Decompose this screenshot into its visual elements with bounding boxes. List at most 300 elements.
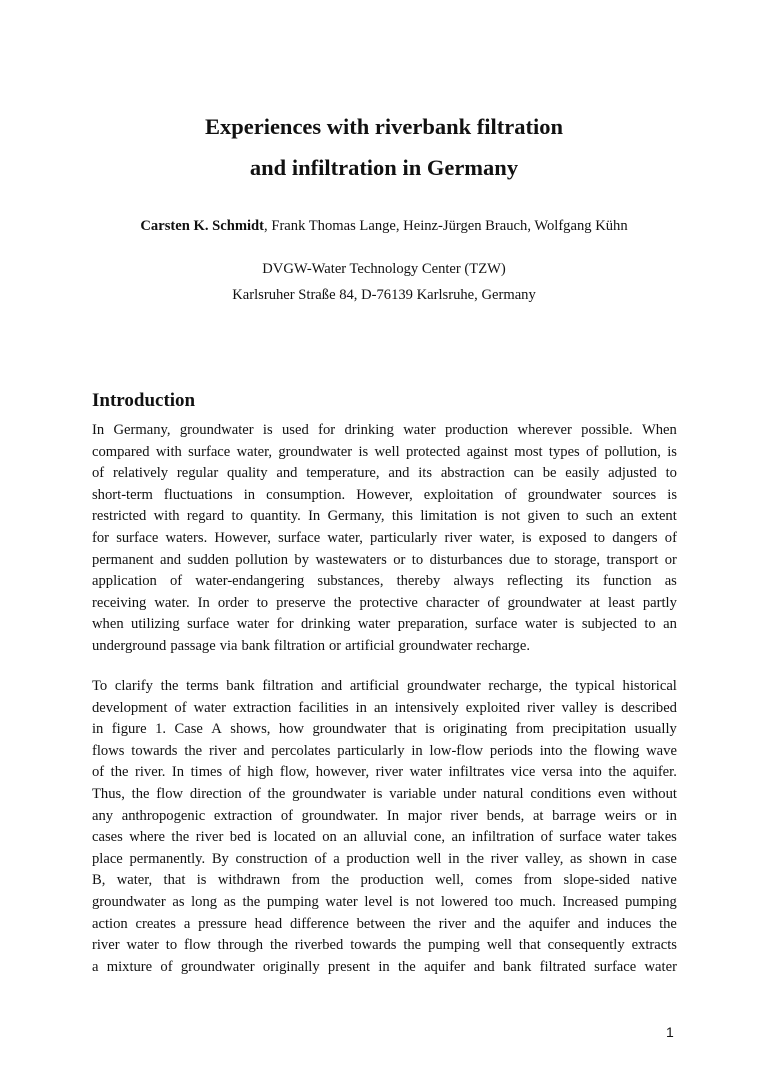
word: underground <box>92 637 167 654</box>
word: usually <box>634 721 677 738</box>
word: shows, <box>230 721 271 738</box>
word: well <box>486 937 512 954</box>
word: aquifer <box>528 915 570 932</box>
word: induces <box>606 915 652 932</box>
word: high <box>247 764 274 781</box>
word: utilizing <box>131 616 180 633</box>
word: bank <box>241 637 270 654</box>
word: conditions <box>530 785 592 802</box>
word: the <box>608 764 627 781</box>
word: as <box>664 573 677 590</box>
word: filtrated <box>539 958 586 975</box>
text-line <box>92 420 677 442</box>
word: cone, <box>413 829 446 846</box>
word: valley, <box>524 850 564 867</box>
word: alluvial <box>363 829 408 846</box>
word: long <box>191 893 218 910</box>
word: order <box>217 594 249 611</box>
text-line <box>92 827 677 849</box>
word: the <box>569 742 588 759</box>
word: the <box>397 958 416 975</box>
word: low-flow <box>429 742 484 759</box>
word: dangers <box>612 529 658 546</box>
word: the <box>131 785 150 802</box>
word: sudden <box>187 551 229 568</box>
word: abstraction <box>440 465 505 482</box>
word: terms <box>186 678 219 694</box>
word: at <box>589 594 600 611</box>
word: from <box>291 872 320 889</box>
word: In <box>92 422 105 438</box>
word: character <box>425 594 480 611</box>
word: to <box>567 508 579 525</box>
word: drinking <box>300 616 351 633</box>
word: 1. <box>155 721 167 738</box>
word: A <box>211 721 222 738</box>
word: substances, <box>317 573 384 590</box>
word: the <box>403 937 422 954</box>
word: water <box>357 616 391 633</box>
word: from <box>515 721 544 738</box>
word: extraction <box>232 699 292 716</box>
word: is <box>262 422 273 438</box>
word: groundwater <box>278 443 353 460</box>
word: extent <box>641 508 677 525</box>
word: quantity. <box>250 508 301 525</box>
word: regular <box>176 465 219 482</box>
word: function <box>602 573 652 590</box>
word: any <box>92 807 114 824</box>
word: to <box>231 508 243 525</box>
word: under <box>443 785 477 802</box>
word: shown <box>588 850 627 867</box>
word: for <box>92 529 110 546</box>
word: temperature, <box>306 465 380 482</box>
word: groundwater <box>92 893 166 910</box>
word: transport <box>606 551 659 568</box>
word: an <box>373 699 388 716</box>
word: be <box>542 465 557 482</box>
word: of <box>487 594 500 611</box>
word: sources <box>612 486 657 503</box>
word: to <box>256 594 269 611</box>
word: bank <box>503 958 532 975</box>
word: is <box>667 486 677 503</box>
word: and <box>160 551 182 568</box>
word: direction <box>189 785 242 802</box>
word: native <box>641 872 677 889</box>
word: filtration <box>273 637 325 654</box>
word: least <box>608 594 635 611</box>
word: the <box>413 915 431 932</box>
word: water-endangering <box>195 573 305 590</box>
word: surface <box>278 529 321 546</box>
word: river <box>438 915 467 932</box>
text-line <box>92 442 677 464</box>
word: or <box>393 551 406 568</box>
word: water <box>325 893 358 910</box>
word: in <box>378 958 390 975</box>
word: fluctuations <box>163 486 233 503</box>
text-line <box>92 550 677 572</box>
word: and <box>243 742 265 759</box>
word: facilities <box>298 699 349 716</box>
word: and <box>474 915 496 932</box>
word: an <box>451 829 466 846</box>
text-line <box>92 719 677 741</box>
word: comes <box>475 872 513 889</box>
word: consequently <box>547 937 625 954</box>
word: withdrawn <box>217 872 281 889</box>
word: Germany, <box>113 422 171 438</box>
word: creates <box>135 915 176 932</box>
word: originally <box>262 958 320 975</box>
word: receiving <box>92 594 147 611</box>
word: water <box>644 958 677 975</box>
word: permanently. <box>129 850 206 867</box>
word: difference <box>289 915 349 932</box>
word: even <box>597 785 626 802</box>
word: historical <box>622 678 677 694</box>
word: of <box>586 443 599 460</box>
word: pollution <box>235 551 288 568</box>
word: too <box>494 893 514 910</box>
word: extraction <box>213 807 273 824</box>
word: of <box>314 850 327 867</box>
word: possible. <box>581 422 633 438</box>
word: pollution, <box>604 443 661 460</box>
word: surface <box>594 958 637 975</box>
word: development <box>92 699 168 716</box>
text-line <box>92 463 677 485</box>
word: or <box>664 551 677 568</box>
word: pumping <box>266 893 319 910</box>
word: is <box>484 508 495 525</box>
word: an <box>343 829 358 846</box>
word: However, <box>214 529 271 546</box>
paragraph-2 <box>92 676 677 978</box>
word: head <box>254 915 283 932</box>
word: particularly <box>337 742 405 759</box>
word: flowing <box>593 742 640 759</box>
word: to <box>165 937 178 954</box>
word: water. <box>154 594 190 611</box>
word: with <box>153 508 180 525</box>
word: in <box>665 807 677 824</box>
word: much. <box>519 893 556 910</box>
word: the <box>242 893 261 910</box>
word: B, <box>92 872 106 889</box>
word: the <box>269 937 288 954</box>
word: in <box>448 850 460 867</box>
word: cases <box>92 829 123 846</box>
word: versa <box>541 764 573 781</box>
word: to <box>665 465 677 482</box>
affiliation-institution: DVGW-Water Technology Center (TZW) <box>262 261 506 277</box>
word: action <box>92 915 128 932</box>
page-number: 1 <box>666 1024 674 1040</box>
word: groundwater. <box>301 807 379 824</box>
word: production <box>360 872 424 889</box>
text-line <box>92 614 677 636</box>
word: from <box>523 872 553 889</box>
word: Case <box>174 721 203 738</box>
word: that <box>394 721 417 738</box>
word: groundwater <box>406 678 481 694</box>
word: to <box>593 529 606 546</box>
text-line <box>92 849 677 871</box>
word: protected <box>405 443 461 460</box>
word: lowered <box>440 893 488 910</box>
word: percolates <box>271 742 331 759</box>
word: towards <box>131 742 178 759</box>
word: By <box>211 850 229 867</box>
word: surface <box>188 443 231 460</box>
word: originating <box>443 721 508 738</box>
word: exploited <box>465 699 521 716</box>
word: of <box>92 764 105 781</box>
word: short-term <box>92 486 153 503</box>
word: water <box>193 699 226 716</box>
word: regard <box>186 508 225 525</box>
word: can <box>513 465 534 482</box>
word: water <box>403 422 436 438</box>
word: wastewaters <box>315 551 387 568</box>
word: is <box>564 616 575 633</box>
word: river <box>92 937 120 954</box>
word: pumping <box>624 893 677 910</box>
word: major <box>407 807 442 824</box>
word: of <box>92 465 105 482</box>
word: level <box>364 893 393 910</box>
word: of <box>280 807 294 824</box>
word: passage <box>170 637 216 654</box>
section-heading-introduction: Introduction <box>92 390 196 411</box>
word: most <box>514 443 543 460</box>
word: such <box>585 508 613 525</box>
word: case <box>651 850 677 867</box>
word: vice <box>511 764 536 781</box>
word: the <box>466 850 485 867</box>
word: bends, <box>486 807 525 824</box>
word: water, <box>116 872 153 889</box>
word: well <box>374 443 400 460</box>
word: surface <box>187 616 230 633</box>
word: flow <box>156 785 184 802</box>
text-line <box>92 593 677 615</box>
word: on <box>322 829 337 846</box>
word: river. <box>135 764 166 781</box>
word: consumption. <box>266 486 346 503</box>
word: takes <box>646 829 677 846</box>
word: figure <box>111 721 147 738</box>
word: well, <box>435 872 464 889</box>
word: bed <box>229 829 251 846</box>
word: aquifer <box>424 958 466 975</box>
word: water <box>524 616 558 633</box>
word: recharge. <box>476 637 530 654</box>
word: infiltrates <box>448 764 505 781</box>
word: In <box>386 807 400 824</box>
paper-title-line-2: and infiltration in Germany <box>249 155 519 180</box>
author-list <box>0 218 768 235</box>
word: the <box>659 915 677 932</box>
word: of <box>228 764 241 781</box>
word: river <box>208 742 237 759</box>
word: surface <box>116 529 159 546</box>
lead-author: Carsten K. Schmidt <box>140 218 265 234</box>
text-line <box>92 741 677 763</box>
word: water, <box>236 443 273 460</box>
word: towards <box>350 937 397 954</box>
word: used <box>281 422 309 438</box>
word: by <box>294 551 310 568</box>
word: weirs <box>604 807 637 824</box>
word: as <box>570 850 583 867</box>
word: for <box>318 422 336 438</box>
word: present <box>327 958 371 975</box>
word: water, <box>327 529 363 546</box>
paper-title-line-1: Experiences with riverbank filtration <box>204 114 564 139</box>
word: and <box>577 915 599 932</box>
word: in <box>243 486 256 503</box>
paragraph-1 <box>92 420 677 658</box>
word: in <box>411 742 423 759</box>
word: slope-sided <box>563 872 630 889</box>
word: place <box>92 850 123 867</box>
word: exploitation <box>423 486 494 503</box>
word: the <box>160 678 179 694</box>
word: application <box>92 573 157 590</box>
word: how <box>278 721 304 738</box>
word: through <box>217 937 264 954</box>
word: storage, <box>554 551 601 568</box>
word: aquifer. <box>632 764 677 781</box>
word: groundwater <box>179 422 254 438</box>
word: in <box>355 699 367 716</box>
word: Increased <box>562 893 619 910</box>
word: at <box>532 807 544 824</box>
word: groundwater <box>507 594 582 611</box>
word: the <box>333 594 352 611</box>
word: to <box>536 551 548 568</box>
word: a <box>333 850 340 867</box>
word: protective <box>359 594 418 611</box>
word: of <box>504 486 517 503</box>
word: flow, <box>279 764 310 781</box>
word: groundwater <box>180 958 255 975</box>
word: disturbances <box>429 551 503 568</box>
word: water <box>126 937 159 954</box>
word: of <box>160 958 173 975</box>
word: natural <box>483 785 524 802</box>
word: a <box>92 958 99 975</box>
word: barrage <box>552 807 596 824</box>
word: of <box>248 785 261 802</box>
word: is <box>196 872 207 889</box>
text-line <box>92 676 677 698</box>
word: exposed <box>538 529 587 546</box>
text-line <box>92 636 677 658</box>
word: river <box>490 850 519 867</box>
word: an <box>663 616 677 633</box>
word: valley <box>561 699 598 716</box>
word: river <box>375 764 404 781</box>
word: preserve <box>276 594 326 611</box>
word: given <box>527 508 560 525</box>
word: filtration <box>262 678 314 694</box>
word: is <box>257 829 268 846</box>
word: into <box>579 764 602 781</box>
affiliation-address: Karlsruher Straße 84, D-76139 Karlsruhe, Germany <box>232 287 536 303</box>
word: limitation <box>420 508 478 525</box>
word: surface <box>559 829 602 846</box>
word: the <box>549 678 568 694</box>
word: of <box>664 529 677 546</box>
word: extracts <box>631 937 677 954</box>
text-line <box>92 806 677 828</box>
word: or <box>329 637 342 654</box>
text-line <box>92 485 677 507</box>
word: groundwater <box>292 785 366 802</box>
word: its <box>576 573 590 590</box>
word: due <box>508 551 531 568</box>
text-line <box>92 528 677 550</box>
word: between <box>356 915 406 932</box>
word: always <box>453 573 494 590</box>
word: water, <box>479 529 515 546</box>
word: pressure <box>198 915 247 932</box>
word: is <box>372 785 383 802</box>
word: infiltration <box>471 829 535 846</box>
word: Thus, <box>92 785 125 802</box>
word: in <box>633 850 646 867</box>
word: and <box>388 465 410 482</box>
word: that <box>163 872 186 889</box>
word: for <box>276 616 294 633</box>
word: flow <box>184 937 211 954</box>
word: groundwater <box>312 721 387 738</box>
word: to <box>411 551 424 568</box>
word: is <box>604 699 615 716</box>
word: is <box>399 893 410 910</box>
word: riverbed <box>294 937 344 954</box>
word: well <box>416 850 442 867</box>
word: river <box>450 807 478 824</box>
word: water <box>236 616 270 633</box>
word: as <box>172 893 185 910</box>
text-line <box>92 784 677 806</box>
word: river <box>527 699 555 716</box>
word: reflecting <box>507 573 563 590</box>
word: However, <box>356 486 413 503</box>
word: pumping <box>428 937 480 954</box>
word: the <box>171 829 190 846</box>
word: described <box>621 699 677 716</box>
word: partly <box>642 594 677 611</box>
word: recharge, <box>488 678 542 694</box>
word: easily <box>565 465 600 482</box>
word: is <box>424 721 435 738</box>
word: in <box>92 721 104 738</box>
word: mixture <box>106 958 153 975</box>
word: production <box>346 850 410 867</box>
word: restricted <box>92 508 147 525</box>
text-line <box>92 914 677 936</box>
word: To <box>92 678 108 694</box>
word: variable <box>389 785 437 802</box>
word: or <box>644 807 657 824</box>
